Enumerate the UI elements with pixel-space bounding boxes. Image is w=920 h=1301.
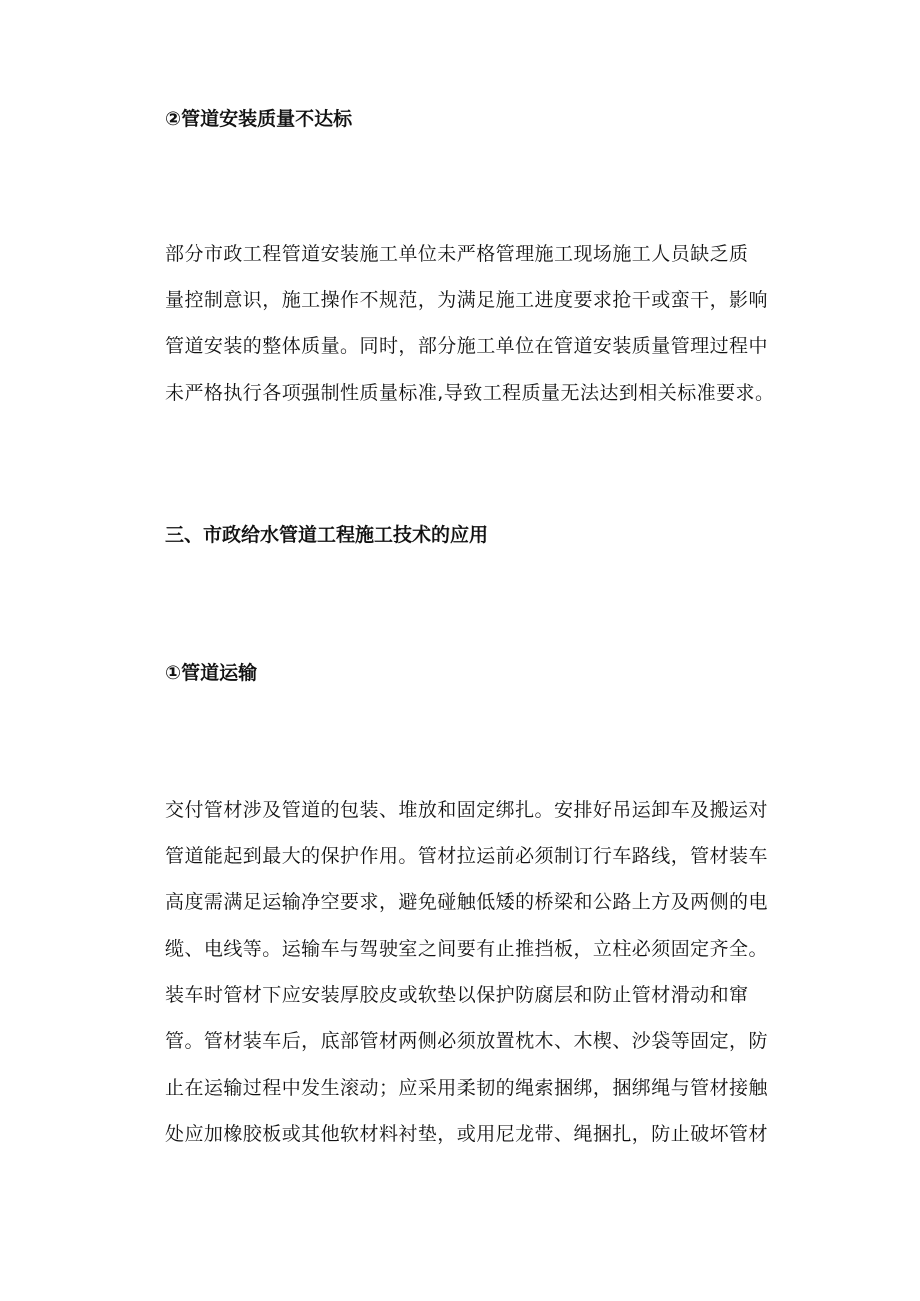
paragraph-line: 管。管材装车后，底部管材两侧必须放置枕木、木楔、沙袋等固定，防	[165, 1030, 768, 1052]
section-heading-pipe-quality: ②管道安装质量不达标	[165, 108, 353, 130]
paragraph-line: 止在运输过程中发生滚动；应采用柔韧的绳索捆绑，捆绑绳与管材接触	[165, 1077, 768, 1099]
paragraph-line: 量控制意识，施工操作不规范，为满足施工进度要求抢干或蛮干，影响	[165, 289, 768, 311]
paragraph-line: 装车时管材下应安装厚胶皮或软垫以保护防腐层和防止管材滑动和窜	[165, 984, 749, 1006]
paragraph-line: 处应加橡胶板或其他软材料衬垫，或用尼龙带、绳捆扎，防止破坏管材	[165, 1123, 768, 1145]
paragraph-line: 高度需满足运输净空要求，避免碰触低矮的桥梁和公路上方及两侧的电	[165, 891, 768, 913]
paragraph-line: 缆、电线等。运输车与驾驶室之间要有止推挡板，立柱必须固定齐全。	[165, 938, 768, 960]
section-heading-technology-application: 三、市政给水管道工程施工技术的应用	[165, 524, 489, 546]
paragraph-line: 未严格执行各项强制性质量标准,导致工程质量无法达到相关标准要求。	[165, 382, 775, 404]
paragraph-line: 交付管材涉及管道的包装、堆放和固定绑扎。安排好吊运卸车及搬运对	[165, 799, 768, 821]
section-heading-pipe-transport: ①管道运输	[165, 662, 258, 684]
paragraph-line: 管道安装的整体质量。同时，部分施工单位在管道安装质量管理过程中	[165, 335, 768, 357]
paragraph-line: 部分市政工程管道安装施工单位未严格管理施工现场施工人员缺乏质	[165, 243, 749, 265]
paragraph-line: 管道能起到最大的保护作用。管材拉运前必须制订行车路线，管材装车	[165, 845, 768, 867]
